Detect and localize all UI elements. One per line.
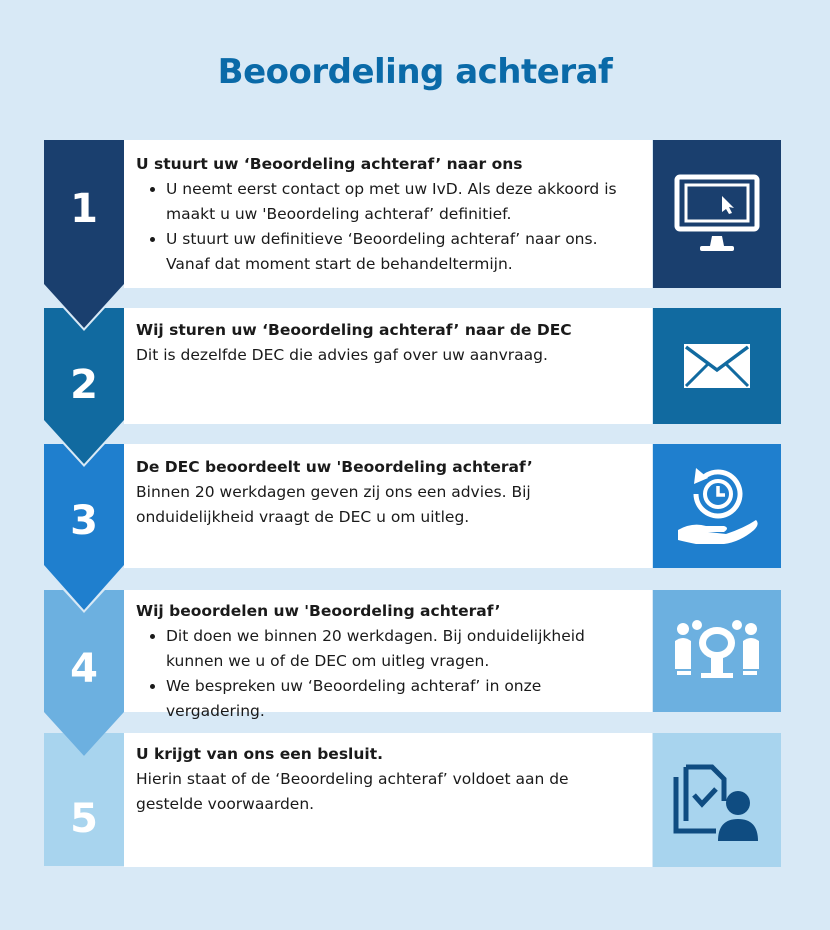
step-bullet: • U stuurt uw definitieve ‘Beoordeling achteraf’ naar ons. Vanaf dat moment start de behandeltermijn.	[166, 227, 640, 277]
step-heading: U krijgt van ons een besluit.	[136, 745, 384, 763]
step-heading: Wij sturen uw ‘Beoordeling achteraf’ naar de DEC	[136, 321, 572, 339]
step-bullet: • U neemt eerst contact op met uw IvD. Als deze akkoord is maakt u uw 'Beoordeling achteraf’ definitief.	[166, 177, 640, 227]
step-heading: Wij beoordelen uw 'Beoordeling achteraf’	[136, 602, 501, 620]
computer-monitor-icon	[674, 174, 760, 254]
meeting-icon	[671, 619, 763, 683]
step-card-4	[124, 590, 652, 720]
step-card-3	[124, 444, 652, 568]
step-icon-box-4	[653, 590, 781, 712]
step-heading: De DEC beoordeelt uw 'Beoordeling achteraf’	[136, 458, 533, 476]
envelope-icon	[684, 344, 750, 388]
step-body: Hierin staat of de ‘Beoordeling achteraf’ voldoet aan de gestelde voorwaarden.	[136, 770, 569, 813]
step-number-3: 3	[70, 498, 98, 544]
step-bullets	[136, 177, 640, 277]
step-body: Dit is dezelfde DEC die advies gaf over uw aanvraag.	[136, 346, 548, 364]
step-icon-box-1	[653, 140, 781, 288]
document-check-person-icon	[672, 757, 762, 843]
step-number-2: 2	[70, 362, 98, 408]
step-card-1	[124, 140, 652, 288]
step-arrow-1	[44, 140, 124, 328]
step-body: Binnen 20 werkdagen geven zij ons een advies. Bij onduidelijkheid vraagt de DEC u om uitleg.	[136, 483, 531, 526]
step-bullets	[136, 624, 640, 724]
step-card-2	[124, 308, 652, 424]
step-bullet: • We bespreken uw ‘Beoordeling achteraf’ in onze vergadering.	[166, 674, 640, 724]
step-number-1: 1	[70, 186, 98, 232]
step-heading: U stuurt uw ‘Beoordeling achteraf’ naar ons	[136, 155, 523, 173]
step-arrows	[0, 0, 140, 930]
step-number-5: 5	[70, 796, 98, 842]
page-title: Beoordeling achteraf	[217, 52, 613, 92]
step-icon-box-2	[653, 308, 781, 424]
step-bullet: • Dit doen we binnen 20 werkdagen. Bij onduidelijkheid kunnen we u of de DEC om uitleg vragen.	[166, 624, 640, 674]
step-card-5	[124, 733, 652, 867]
step-icon-box-5	[653, 733, 781, 867]
step-number-4: 4	[70, 646, 98, 692]
step-icon-box-3	[653, 444, 781, 568]
clock-hand-icon	[674, 464, 760, 548]
